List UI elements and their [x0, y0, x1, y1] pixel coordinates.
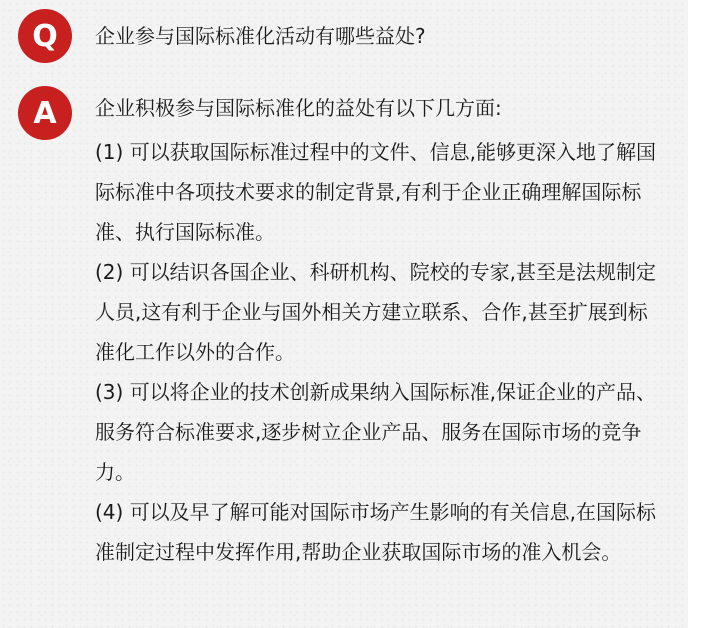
answer-badge: A — [18, 86, 72, 140]
question-text: 企业参与国际标准化活动有哪些益处? — [95, 24, 426, 48]
answer-intro: 企业积极参与国际标准化的益处有以下几方面: — [95, 96, 502, 120]
answer-point-1: (1) 可以获取国际标准过程中的文件、信息,能够更深入地了解国际标准中各项技术要求的制定背景,有利于企业正确理解国际标准、执行国际标准。 — [95, 140, 657, 244]
answer-point-4: (4) 可以及早了解可能对国际市场产生影响的有关信息,在国际标准制定过程中发挥作用,帮助企业获取国际市场的准入机会。 — [95, 500, 657, 564]
question-badge: Q — [18, 9, 72, 63]
answer-point-2: (2) 可以结识各国企业、科研机构、院校的专家,甚至是法规制定人员,这有利于企业与国外相关方建立联系、合作,甚至扩展到标准化工作以外的合作。 — [95, 260, 657, 364]
answer-point-3: (3) 可以将企业的技术创新成果纳入国际标准,保证企业的产品、服务符合标准要求,逐步树立企业产品、服务在国际市场的竞争力。 — [95, 380, 657, 484]
answer-body — [95, 88, 665, 572]
